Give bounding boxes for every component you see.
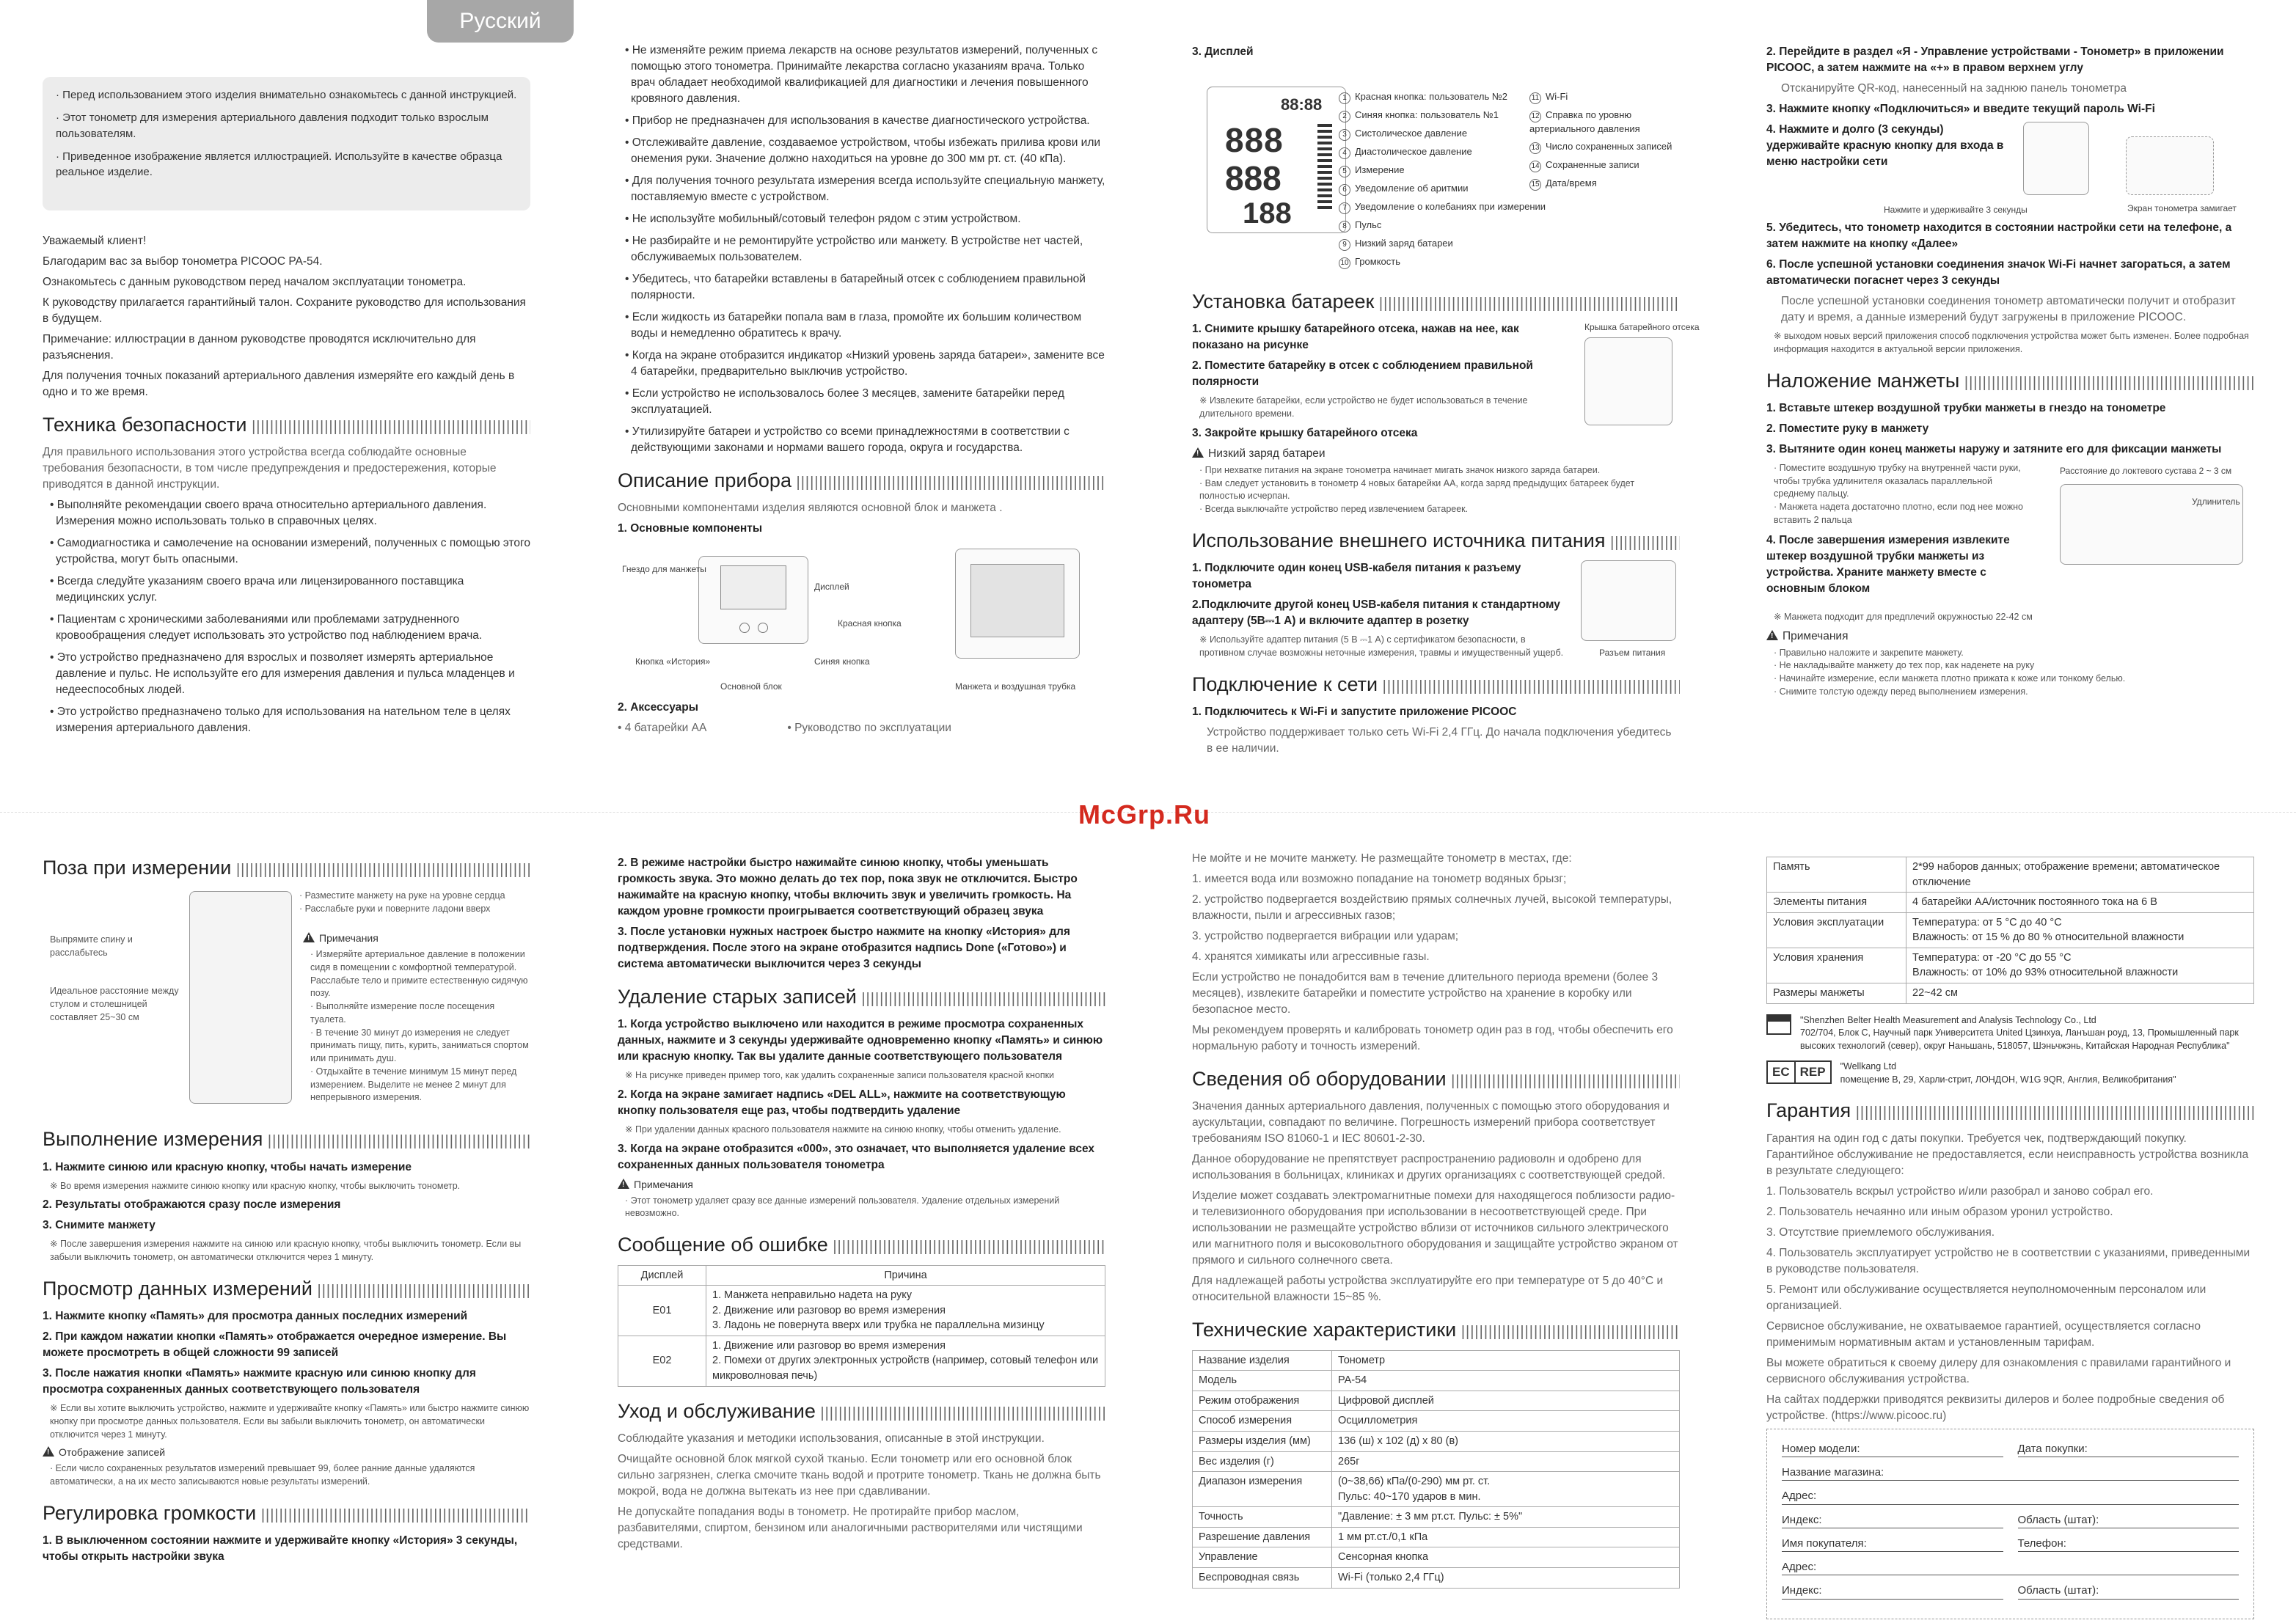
display-legend-2 (1529, 90, 1676, 195)
step: 3. Закройте крышку батарейного отсека (1192, 426, 1418, 439)
accessory: • 4 батарейки АА (618, 722, 707, 735)
equipment-para: Для надлежащей работы устройства эксплуатируйте его при температуре от 5 до 40°C и относительной влажности 15~85 %. (1192, 1275, 1664, 1304)
care-para: Очищайте основной блок мягкой сухой тканью. Если тонометр или его основной блок сильно загрязнен, слегка смочите ткань водой и протрите тонометр. Ткань не должна быть мокрой, вода не должна вытекать из нее при сдавливании. (618, 1452, 1101, 1498)
list-item: • Если жидкость из батарейки попала вам в глаза, промойте их большим количеством воды и немедленно обратитесь к врачу. (625, 311, 1082, 340)
label-blue-button: Синяя кнопка (814, 656, 870, 667)
warranty-title: Гарантия |||||||||||||||||||||||||||||||||||||||||||||||||||||||||||||||||||||||||||||||||||||||| (1766, 1096, 2254, 1124)
list-item: • Если устройство не использовалось более 3 месяцев, замените батарейки перед эксплуатацией. (625, 387, 1064, 416)
table-row (1767, 948, 2254, 983)
step: 3. Вытяните один конец манжеты наружу и затяните его для фиксации манжеты (1766, 442, 2222, 455)
column-1-bottom (43, 843, 530, 1569)
power-image (1581, 560, 1676, 641)
column-2-bottom (618, 851, 1105, 1557)
step: 3. Снимите манжету (43, 1219, 156, 1232)
errors-table (618, 1265, 1105, 1387)
list-item: • Пациентам с хроническими заболеваниями или проблемами затрудненного кровообращения следует использовать это устройство под наблюдением врача. (50, 613, 483, 642)
spec-name: Точность (1193, 1507, 1332, 1528)
warranty-card-row: Индекс: Область (штат): (1782, 1583, 2239, 1599)
lcd-sys: 888 (1225, 121, 1284, 159)
warranty-para: Гарантия на один год с даты покупки. Требуется чек, подтверждающий покупку. Гарантийное обслуживание не предоставляется, если неисправность устройства возникла в результате следующего: (1766, 1132, 2249, 1177)
spec-value: 265г (1332, 1451, 1680, 1472)
label-flash: Экран тонометра замигает (2127, 203, 2237, 213)
list-item: • Отслеживайте давление, создаваемое устройством, чтобы избежать прилива крови или онемения руки. Значение должно находиться на уровне до 300 мм рт. ст. (40 кПа). (625, 136, 1101, 165)
column-3-top (1192, 40, 1700, 761)
table-row (1193, 1472, 1680, 1507)
display-figure (1192, 65, 1680, 277)
step: 1. Вставьте штекер воздушной трубки манжеты в гнездо на тонометре (1766, 401, 2166, 414)
column-4-bottom (1766, 857, 2254, 1619)
step: 1. Снимите крышку батарейного отсека, нажав на нее, как показано на рисунке (1192, 323, 1519, 352)
network-title: Подключение к сети |||||||||||||||||||||||||||||||||||||||||||||||||||||||||||||||||||||||||||||||||||||||| (1192, 670, 1680, 698)
table-row (1193, 1547, 1680, 1568)
volume-title: Регулировка громкости |||||||||||||||||||||||||||||||||||||||||||||||||||||||||||||||||||||||||||||||||||||||| (43, 1499, 530, 1527)
list-item: • Прибор не предназначен для использования в качестве диагностического устройства. (625, 114, 1090, 127)
spec-name: Диапазон измерения (1193, 1472, 1332, 1507)
label-hold: Нажмите и удерживайте 3 секунды (1884, 205, 2028, 215)
equipment-para: Данное оборудование не препятствует распространению радиоволн и одобрено для использования в больницах, клиниках и других организациях с соответствующей средой. (1192, 1153, 1666, 1182)
spec-value: Тонометр (1332, 1350, 1680, 1371)
warranty-card-row: Адрес: (1782, 1559, 2239, 1575)
spec-name: Беспроводная связь (1193, 1568, 1332, 1589)
step: 4. После завершения измерения извлеките штекер воздушной трубки манжеты из устройства. Храните манжету вместе с основным блоком (1766, 533, 2010, 595)
spec-name: Размеры манжеты (1767, 983, 1906, 1004)
spec-name: Разрешение давления (1193, 1527, 1332, 1547)
list-item: • Когда на экране отобразится индикатор «Низкий уровень заряда батареи», замените все 4 батарейки, предварительно выключив устройство. (625, 349, 1105, 378)
spec-name: Режим отображения (1193, 1391, 1332, 1411)
spec-value: 1 мм рт.ст./0,1 кПа (1332, 1527, 1680, 1547)
warranty-list-item: 4. Пользователь эксплуатирует устройство не в соответствии с указаниями, приведенными в руководстве пользователя. (1766, 1246, 2251, 1275)
step: 2. Поместите руку в манжету (1766, 422, 1929, 435)
list-item: • Это устройство предназначено для взрослых и позволяет измерять артериальное давление и пульс. Не используйте его для измерения давления и пульса младенцев и недееспособных людей. (50, 651, 515, 697)
intro-para: Примечание: иллюстрации в данном руководстве проводятся исключительно для разъяснения. (43, 333, 476, 362)
screen-flash-image (2126, 136, 2214, 195)
posture-figure (43, 887, 530, 1115)
table-header-row (618, 1265, 1105, 1286)
view-title: Просмотр данных измерений |||||||||||||||||||||||||||||||||||||||||||||||||||||||||||||||||||||||||||||||||||||||| (43, 1275, 530, 1303)
note: ※ Во время измерения нажмите синюю кнопку или красную кнопку, чтобы выключить тонометр. (50, 1180, 461, 1191)
display-title: 3. Дисплей (1192, 45, 1254, 58)
device-sub2: 2. Аксессуары (618, 701, 698, 714)
step: 5. Убедитесь, что тонометр находится в состоянии настройки сети на телефоне, а затем нажмите на кнопку «Далее» (1766, 221, 2232, 250)
care-para: Мы рекомендуем проверять и калибровать тонометр один раз в год, чтобы обеспечить его нормальную работу и точность измерений. (1192, 1024, 1673, 1052)
legend-item: 3 Систолическое давление (1339, 127, 1546, 141)
legend-item: 5 Измерение (1339, 164, 1546, 177)
table-row (1767, 912, 2254, 948)
factory-icon (1766, 1014, 1791, 1035)
warranty-list-item: 1. Пользователь вскрыл устройство и/или разобрал и заново собрал его. (1766, 1184, 2154, 1198)
posture-a: · Разместите манжету на руке на уровне сердца · Расслабьте руки и поверните ладони вверх (299, 890, 505, 915)
safety-list-2 (625, 43, 1105, 456)
warranty-list-item: 3. Отсутствие приемлемого обслуживания. (1766, 1226, 1995, 1239)
display-legend (1339, 90, 1546, 274)
error-code: E01 (618, 1286, 706, 1336)
label-jack: Гнездо для манжеты (622, 564, 706, 575)
intro-para: Ознакомьтесь с данным руководством перед началом эксплуатации тонометра. (43, 276, 467, 288)
network-para: Отсканируйте QR-код, нанесенный на заднюю панель тонометра (1781, 82, 2127, 95)
intro-para: Благодарим вас за выбор тонометра PICOOC PA-54. (43, 255, 323, 268)
label-power-port: Разъем питания (1599, 648, 1666, 659)
label-extender: Удлинитель (2192, 496, 2240, 507)
column-4-top (1766, 40, 2254, 703)
step: 2.Подключите другой конец USB-кабеля питания к стандартному адаптеру (5В⎓1 А) и включите адаптер в розетку (1192, 598, 1560, 628)
device-lead: Основными компонентами изделия являются основной блок и манжета . (618, 502, 1003, 515)
posture-warn: !Примечания · Измеряйте артериальное давление в положении сидя в помещении с комфортной температурой. Расслабьте тело и примите естественную сидячую позу. · Выполняйте измерение после посещения туалета. · В течение 30 минут до измерения не следует принимать пищу, пить, курить, заниматься спортом или принимать душ. · Отдыхайте в течение минимум 15 минут перед измерением. Выделите не менее 2 минут для непрерывного измерения. (303, 931, 530, 1109)
care-list-item: 2. устройство подвергается воздействию прямых солнечных лучей, высокой температуры, влажности, пыли и агрессивных газов; (1192, 893, 1672, 922)
device-sub1: 1. Основные компоненты (618, 522, 763, 535)
step: 2. При каждом нажатии кнопки «Память» отображается очередное измерение. Вы можете просмотреть в общей сложности 99 записей (43, 1330, 507, 1360)
care-para: Если устройство не понадобится вам в течение длительного периода времени (более 3 месяцев), извлеките батарейки и поместите устройство на хранение в коробку или безопасное место. (1192, 971, 1659, 1016)
lcd-time: 88:88 (1281, 95, 1323, 114)
step: 2. Когда на экране замигает надпись «DEL ALL», нажмите на соответствующую кнопку пользователя еще раз, чтобы подтвердить удаление (618, 1088, 1066, 1118)
step: 1. Подключитесь к Wi-Fi и запустите приложение PICOOC (1192, 705, 1517, 718)
spec-value: Цифровой дисплей (1332, 1391, 1680, 1411)
note: ※ При удалении данных красного пользователя нажмите на синюю кнопку, чтобы отменить удаление. (625, 1124, 1061, 1135)
table-row (1193, 1431, 1680, 1451)
spec-value: 22~42 см (1906, 983, 2254, 1004)
legend-item: 11 Wi-Fi (1529, 90, 1676, 104)
label-cuff: Манжета и воздушная трубка (955, 681, 1076, 692)
posture-image (189, 891, 292, 1104)
lcd-pulse: 188 (1243, 197, 1292, 230)
table-row (1193, 1507, 1680, 1528)
hold-button-image (2023, 122, 2089, 195)
safety-list (50, 497, 530, 736)
accessory: • Руководство по эксплуатации (787, 722, 951, 735)
warranty-card-row: Адрес: (1782, 1488, 2239, 1504)
table-row (1767, 857, 2254, 893)
step: 1. В выключенном состоянии нажмите и удерживайте кнопку «История» 3 секунды, чтобы открыть настройки звука (43, 1534, 518, 1564)
posture-c: Идеальное расстояние между стулом и столешницей составляет 25~30 см (50, 986, 179, 1022)
legend-item: 10 Громкость (1339, 255, 1546, 269)
spec-name: Вес изделия (г) (1193, 1451, 1332, 1472)
language-tab: Русский (427, 0, 574, 43)
errors-title: Сообщение об ошибке |||||||||||||||||||||||||||||||||||||||||||||||||||||||||||||||||||||||||||||||||||||||| (618, 1231, 1105, 1259)
cuff-warn-list: · Правильно наложите и закрепите манжету. · Не накладывайте манжету до тех пор, как наденете на руку · Начинайте измерение, если манжета плотно прижата к коже или тонкому белью. · Снимите толстую одежду перед выполнением измерения. (1774, 647, 2126, 697)
care-list-item: 3. устройство подвергается вибрации или ударам; (1192, 930, 1459, 942)
table-row (1193, 1391, 1680, 1411)
specs-title: Технические характеристики |||||||||||||||||||||||||||||||||||||||||||||||||||||||||||||||||||||||||||||||||||||||| (1192, 1316, 1680, 1344)
spec-value: Температура: от 5 °C до 40 °C Влажность: от 15 % до 80 % относительной влажности (1906, 912, 2254, 948)
spec-value: Температура: от -20 °C до 55 °C Влажность: от 10% до 93% относительной влажности (1906, 948, 2254, 983)
table-row (1193, 1411, 1680, 1432)
column-3-bottom (1192, 851, 1680, 1589)
warning-icon (618, 1179, 629, 1189)
spec-name: Название изделия (1193, 1350, 1332, 1371)
step: 2. Поместите батарейку в отсек с соблюдением правильной полярности (1192, 359, 1533, 389)
note: ※ На рисунке приведен пример того, как удалить сохраненные записи пользователя красной кнопки (625, 1070, 1055, 1081)
list-item: • Всегда следуйте указаниям своего врача или лицензированного поставщика медицинских услуг. (50, 575, 464, 604)
note: ※ Используйте адаптер питания (5 В ⎓1 А) с сертификатом безопасности, в противном случае возможны неточные измерения, травмы и имущественный ущерб. (1199, 634, 1564, 658)
care-para: Соблюдайте указания и методики использования, описанные в этой инструкции. (618, 1432, 1045, 1445)
list-item: • Утилизируйте батареи и устройство со всеми принадлежностями в соответствии с действующими законами и нормами вашего города, округа и государства. (625, 425, 1070, 454)
legend-item: 9 Низкий заряд батареи (1339, 237, 1546, 251)
greeting: Уважаемый клиент! (43, 235, 147, 247)
warranty-para: Сервисное обслуживание, не охватываемое гарантией, осуществляется согласно применимым нормативным актам и установленным тарифам. (1766, 1319, 2201, 1349)
spec-name: Модель (1193, 1371, 1332, 1391)
warranty-card-row: Номер модели: Дата покупки: (1782, 1441, 2239, 1457)
care-para: Не допускайте попадания воды в тонометр. Не протирайте прибор маслом, разбавителями, спиртом, бензином или аналогичными растворителями или чистящими средствами. (618, 1505, 1083, 1550)
spec-value: 136 (ш) x 102 (д) x 80 (в) (1332, 1431, 1680, 1451)
lcd-dia: 888 (1225, 159, 1282, 197)
battery-section (1192, 321, 1700, 516)
safety-title: Техника безопасности |||||||||||||||||||||||||||||||||||||||||||||||||||||||||||||||||||||||||||||||||||||||| (43, 411, 530, 439)
low-battery-list: · При нехватке питания на экране тонометра начинает мигать значок низкого заряда батареи. · Вам следует установить в тонометр 4 новых батарейки АА, когда заряд предыдущих батареек будет полностью исчерпан. · Всегда выключайте устройство перед извлечением батареек. (1199, 464, 1635, 515)
view-warn-title: !Отображение записей (43, 1446, 530, 1460)
cuff-warn-title: !Примечания (1766, 629, 2254, 645)
power-section (1192, 560, 1680, 660)
specs-table-2 (1766, 857, 2254, 1004)
step: 1. Нажмите кнопку «Память» для просмотра данных последних измерений (43, 1310, 468, 1323)
spec-name: Управление (1193, 1547, 1332, 1568)
step: 1. Подключите один конец USB-кабеля питания к разъему тонометра (1192, 562, 1521, 591)
table-row (1193, 1350, 1680, 1371)
spec-value: Осциллометрия (1332, 1411, 1680, 1432)
spec-name: Элементы питания (1767, 893, 1906, 913)
spec-name: Условия эксплуатации (1767, 912, 1906, 948)
intro-para: Для получения точных показаний артериального давления измеряйте его каждый день в одно и то же время. (43, 370, 515, 398)
network-para: Устройство поддерживает только сеть Wi-Fi 2,4 ГГц. До начала подключения убедитесь в ее наличии. (1207, 725, 1672, 755)
main-unit-image (698, 556, 808, 644)
specs-table (1192, 1350, 1680, 1589)
legend-item: 2 Синяя кнопка: пользователь №1 (1339, 109, 1546, 122)
table-row (1767, 893, 2254, 913)
low-battery-title: !Низкий заряд батареи (1192, 446, 1680, 462)
step: 6. После успешной установки соединения значок Wi-Fi начнет загораться, а затем автоматически погаснет через 3 секунды (1766, 258, 2231, 287)
note: ※ Манжета подходит для предплечий окружностью 22-42 см (1774, 611, 2033, 622)
table-row (618, 1336, 1105, 1386)
posture-title: Поза при измерении |||||||||||||||||||||||||||||||||||||||||||||||||||||||||||||||||||||||||||||||||||||||| (43, 854, 530, 882)
label-distance: Расстояние до локтевого сустава 2 ~ 3 см (2060, 465, 2232, 476)
step: 1. Когда устройство выключено или находится в режиме просмотра сохраненных данных, нажмите и 3 секунды удерживайте одновременно кнопку «Память» и синюю или красную кнопку. Так вы удалите данные соответствующего пользователя (618, 1018, 1103, 1063)
step: 2. Перейдите в раздел «Я - Управление устройствами - Тонометр» в приложении PICOOC, а затем нажмите на «+» в правом верхнем углу (1766, 45, 2224, 74)
note: ※ Если вы хотите выключить устройство, нажмите и удерживайте кнопку «Память» или быстро нажмите синюю кнопку при просмотре данных пользователя. Если вы забыли выключить тонометр, он автоматически отключится через 1 минуту. (50, 1403, 530, 1440)
watermark: McGrp.Ru (1078, 799, 1211, 829)
step: 2. В режиме настройки быстро нажимайте синюю кнопку, чтобы уменьшать громкость звука. Это можно делать до тех пор, пока звук не отключится. Быстро нажимайте на красную кнопку, чтобы включить звук и увеличить громкость. На каждом уровне громкости проигрывается соответствующий образец звука (618, 857, 1078, 917)
legend-item: 8 Пульс (1339, 219, 1546, 232)
table-row (1193, 1527, 1680, 1547)
error-reasons: 1. Манжета неправильно надета на руку 2. Движение или разговор во время измерения 3. Ладонь не повернута вверх или трубка не параллельна мизинцу (706, 1286, 1105, 1336)
note: ※ Извлеките батарейки, если устройство не будет использоваться в течение длительного времени. (1199, 395, 1528, 420)
list-item: • Убедитесь, что батарейки вставлены в батарейный отсек с соблюдением правильной полярности. (625, 273, 1086, 301)
spec-value: Сенсорная кнопка (1332, 1547, 1680, 1568)
list-item: • Не разбирайте и не ремонтируйте устройство или манжету. В устройстве нет частей, обслуживаемых пользователем. (625, 235, 1083, 263)
delete-warn-text: · Этот тонометр удаляет сразу все данные измерений пользователя. Удаление отдельных измерений невозможно. (625, 1195, 1060, 1219)
warning-icon (43, 1446, 54, 1457)
spec-value: (0~38,66) кПа/(0-290) мм рт. ст. Пульс: 40~170 ударов в мин. (1332, 1472, 1680, 1507)
table-row (618, 1286, 1105, 1336)
legend-item: 13 Число сохраненных записей (1529, 140, 1676, 154)
care-list-item: 4. хранятся химикаты или агрессивные газы. (1192, 950, 1430, 963)
view-warn-text: · Если число сохраненных результатов измерений превышает 99, более ранние данные удаляются автоматически, а на их место записываются новые результаты измерений. (50, 1463, 475, 1487)
delete-warn-title: !Примечания (618, 1178, 1105, 1192)
warranty-para: Вы можете обратиться к своему дилеру для ознакомления с правилами гарантийного и сервисного обслуживания устройства. (1766, 1356, 2231, 1385)
safety-lead: Для правильного использования этого устройства всегда соблюдайте основные требования безопасности, в том числе предупреждения и предостережения, которые приводятся в данной инструкции. (43, 446, 497, 491)
equipment-para: Значения данных артериального давления, полученных с помощью этого оборудования и аускультации, совпадают по величине. Погрешность измерений прибора соответствует требованиям ISO 81060-1 и IEC 80601-2-30. (1192, 1100, 1670, 1146)
spec-value: "Давление: ± 3 мм рт.ст. Пульс: ± 5%" (1332, 1507, 1680, 1528)
care-title: Уход и обслуживание |||||||||||||||||||||||||||||||||||||||||||||||||||||||||||||||||||||||||||||||||||||||| (618, 1397, 1105, 1425)
care-list-item: 1. имеется вода или возможно попадание на тонометр водяных брызг; (1192, 873, 1567, 885)
rep-block (1766, 1060, 2254, 1087)
manufacturer-block (1766, 1014, 2254, 1053)
step: 3. Когда на экране отобразится «000», это означает, что выполняется удаление всех сохраненных данных пользователя тонометра (618, 1142, 1094, 1171)
power-title: Использование внешнего источника питания |||||||||||||||||||||||||||||||||||||||||||||||||||||||||||||||||||||||||||||||||||||||| (1192, 527, 1680, 554)
legend-item: 4 Диастолическое давление (1339, 145, 1546, 159)
manufacturer-text: "Shenzhen Belter Health Measurement and Analysis Technology Co., Ltd 702/704, Блок С, Научный парк Университета United Цзинхуа, Ланъшан роуд, 13, Промышленный парк высоких технологий (север), округ Наньшань, 518057, Шэньчжэнь, Китайская Народная Республика" (1800, 1014, 2239, 1052)
list-item: • Не изменяйте режим приема лекарств на основе результатов измерений, полученных с помощью этого тонометра. Принимайте лекарства согласно указаниям врача. Только врач обладает необходимой квалификацией для диагностики и лечения повышенного кровяного давления. (625, 44, 1098, 105)
spec-value: Wi-Fi (только 2,4 ГГц) (1332, 1568, 1680, 1589)
step: 4. Нажмите и долго (3 секунды) удерживайте красную кнопку для входа в меню настройки сети (1766, 123, 2004, 168)
column-header: Дисплей (618, 1265, 706, 1286)
warranty-card (1766, 1429, 2254, 1619)
warranty-para: На сайтах поддержки приводятся реквизиты дилеров и более подробные сведения об устройстве. (https://www.picooc.ru) (1766, 1393, 2225, 1422)
intro-para: К руководству прилагается гарантийный талон. Сохраните руководство для использования в будущем. (43, 296, 526, 325)
label-red-button: Красная кнопка (838, 618, 902, 629)
spec-name: Способ измерения (1193, 1411, 1332, 1432)
table-row (1193, 1451, 1680, 1472)
lcd-image (1207, 87, 1346, 233)
device-title: Описание прибора |||||||||||||||||||||||||||||||||||||||||||||||||||||||||||||||||||||||||||||||||||||||| (618, 466, 1105, 494)
battery-image (1584, 337, 1672, 425)
warranty-card-row: Название магазина: (1782, 1465, 2239, 1481)
equipment-para: Изделие может создавать электромагнитные помехи для находящегося поблизости радио- и телевизионного оборудования при использовании в несоответствующей среде. При использовании не размещайте устройство вблизи от источников сильного электрического или магнитного поля и высоковольтного оборудования и защищайте устройство экраном от прямого и сильного солнечного света. (1192, 1190, 1678, 1267)
list-item: • Не используйте мобильный/сотовый телефон рядом с этим устройством. (625, 213, 1021, 225)
table-row (1193, 1568, 1680, 1589)
care-para: Не мойте и не мочите манжету. Не размещайте тонометр в местах, где: (1192, 852, 1572, 865)
legend-item: 1 Красная кнопка: пользователь №2 (1339, 90, 1546, 104)
rep-text: "Wellkang Ltd помещение B, 29, Харли-стрит, ЛОНДОН, W1G 9QR, Англия, Великобритания" (1840, 1060, 2176, 1085)
spec-value: PA-54 (1332, 1371, 1680, 1391)
column-1-top (43, 233, 530, 742)
note: ※ выходом новых версий приложения способ подключения устройства может быть изменен. Более подробная информация находится в актуальной версии приложения. (1774, 331, 2249, 354)
intro-line: · Перед использованием этого изделия внимательно ознакомьтесь с данной инструкцией. (56, 89, 517, 101)
ec-rep-mark: EC REP (1766, 1060, 1832, 1084)
intro-line: · Приведенное изображение является иллюстрацией. Используйте в качестве образца реальное изделие. (56, 150, 502, 179)
error-code: E02 (618, 1336, 706, 1386)
column-header: Причина (706, 1265, 1105, 1286)
label-history-button: Кнопка «История» (635, 656, 711, 667)
column-2-top (618, 40, 1105, 736)
list-item: • Для получения точного результата измерения всегда используйте специальную манжету, поставляемую вместе с устройством. (625, 175, 1105, 203)
legend-item: 15 Дата/время (1529, 177, 1676, 191)
cuff-image (955, 549, 1080, 659)
equipment-title: Сведения об оборудовании |||||||||||||||||||||||||||||||||||||||||||||||||||||||||||||||||||||||||||||||||||||||| (1192, 1065, 1680, 1093)
legend-item: 14 Сохраненные записи (1529, 158, 1676, 172)
legend-item: 12 Справка по уровню артериального давления (1529, 109, 1640, 134)
note: ※ После завершения измерения нажмите на синюю или красную кнопку, чтобы выключить тонометр. Если вы забыли выключить тонометр, он автоматически отключится через 1 минуту. (50, 1239, 522, 1263)
list-item: • Это устройство предназначено только для использования на нательном теле в целях измерения артериального давления. (50, 706, 511, 735)
intro-box (43, 77, 530, 210)
spec-name: Размеры изделия (мм) (1193, 1431, 1332, 1451)
error-reasons: 1. Движение или разговор во время измерения 2. Помехи от других электронных устройств (например, сотовый телефон или микроволновая печь) (706, 1336, 1105, 1386)
warranty-list-item: 5. Ремонт или обслуживание осуществляется неуполномоченным персоналом или организацией. (1766, 1283, 2207, 1312)
battery-title: Установка батареек |||||||||||||||||||||||||||||||||||||||||||||||||||||||||||||||||||||||||||||||||||||||| (1192, 287, 1680, 315)
spec-value: 4 батарейки АА/источник постоянного тока на 6 В (1906, 893, 2254, 913)
label-main-unit: Основной блок (720, 681, 782, 692)
spec-name: Условия хранения (1767, 948, 1906, 983)
list-item: • Выполняйте рекомендации своего врача относительно артериального давления. Измерения можно использовать только в справочных целях. (50, 499, 487, 528)
step: 2. Результаты отображаются сразу после измерения (43, 1198, 341, 1212)
label-display: Дисплей (814, 582, 849, 593)
warning-icon (303, 932, 315, 942)
step: 3. После нажатия кнопки «Память» нажмите красную или синюю кнопку для просмотра сохраненных данных соответствующего пользователя (43, 1367, 476, 1396)
warranty-card-row: Индекс: Область (штат): (1782, 1512, 2239, 1528)
list-item: • Самодиагностика и самолечение на основании измерений, полученных с помощью этого устройства, могут быть опасными. (50, 537, 530, 566)
network-step4 (1766, 122, 2254, 216)
network-para: После успешной установки соединения тонометр автоматически получит и отобразит дату и время, а данные измерений будут загружены в приложение PICOOC. (1781, 295, 2236, 323)
warning-icon (1192, 447, 1204, 458)
warranty-list-item: 2. Пользователь нечаянно или иным образом уронил устройство. (1766, 1205, 2113, 1218)
cuff-list: · Поместите воздушную трубку на внутренней части руки, чтобы трубка удлинителя оказалась параллельной среднему пальцу. · Манжета надета достаточно плотно, если под нее можно вставить 2 пальца (1774, 462, 2023, 525)
warranty-card-row: Имя покупателя: Телефон: (1782, 1536, 2239, 1552)
delete-title: Удаление старых записей |||||||||||||||||||||||||||||||||||||||||||||||||||||||||||||||||||||||||||||||||||||||| (618, 983, 1105, 1011)
intro-line: · Этот тонометр для измерения артериального давления подходит только взрослым пользователям. (56, 111, 489, 140)
accessories (618, 720, 1105, 736)
step: 3. Нажмите кнопку «Подключиться» и введите текущий пароль Wi-Fi (1766, 103, 2155, 115)
device-figures (618, 541, 1105, 695)
label-battery-cover: Крышка батарейного отсека (1584, 322, 1700, 333)
cuff-figure-block (1766, 462, 2254, 609)
spec-value: 2*99 наборов данных; отображение времени; автоматическое отключение (1906, 857, 2254, 893)
table-row (1767, 983, 2254, 1004)
warning-icon (1766, 630, 1778, 640)
legend-item: 6 Уведомление об аритмии (1339, 182, 1546, 196)
legend-item: 7 Уведомление о колебаниях при измерении (1339, 200, 1546, 214)
measure-title: Выполнение измерения |||||||||||||||||||||||||||||||||||||||||||||||||||||||||||||||||||||||||||||||||||||||| (43, 1125, 530, 1153)
posture-b: Выпрямите спину и расслабьтесь (50, 934, 133, 959)
spec-name: Память (1767, 857, 1906, 893)
table-row (1193, 1371, 1680, 1391)
step: 3. После установки нужных настроек быстро нажмите на кнопку «История» для подтверждения. После этого на экране отобразится надпись Done («Готово») и система автоматически выключится через 3 секунды (618, 926, 1070, 970)
step: 1. Нажмите синюю или красную кнопку, чтобы начать измерение (43, 1160, 412, 1173)
cuff-title: Наложение манжеты |||||||||||||||||||||||||||||||||||||||||||||||||||||||||||||||||||||||||||||||||||||||| (1766, 367, 2254, 395)
